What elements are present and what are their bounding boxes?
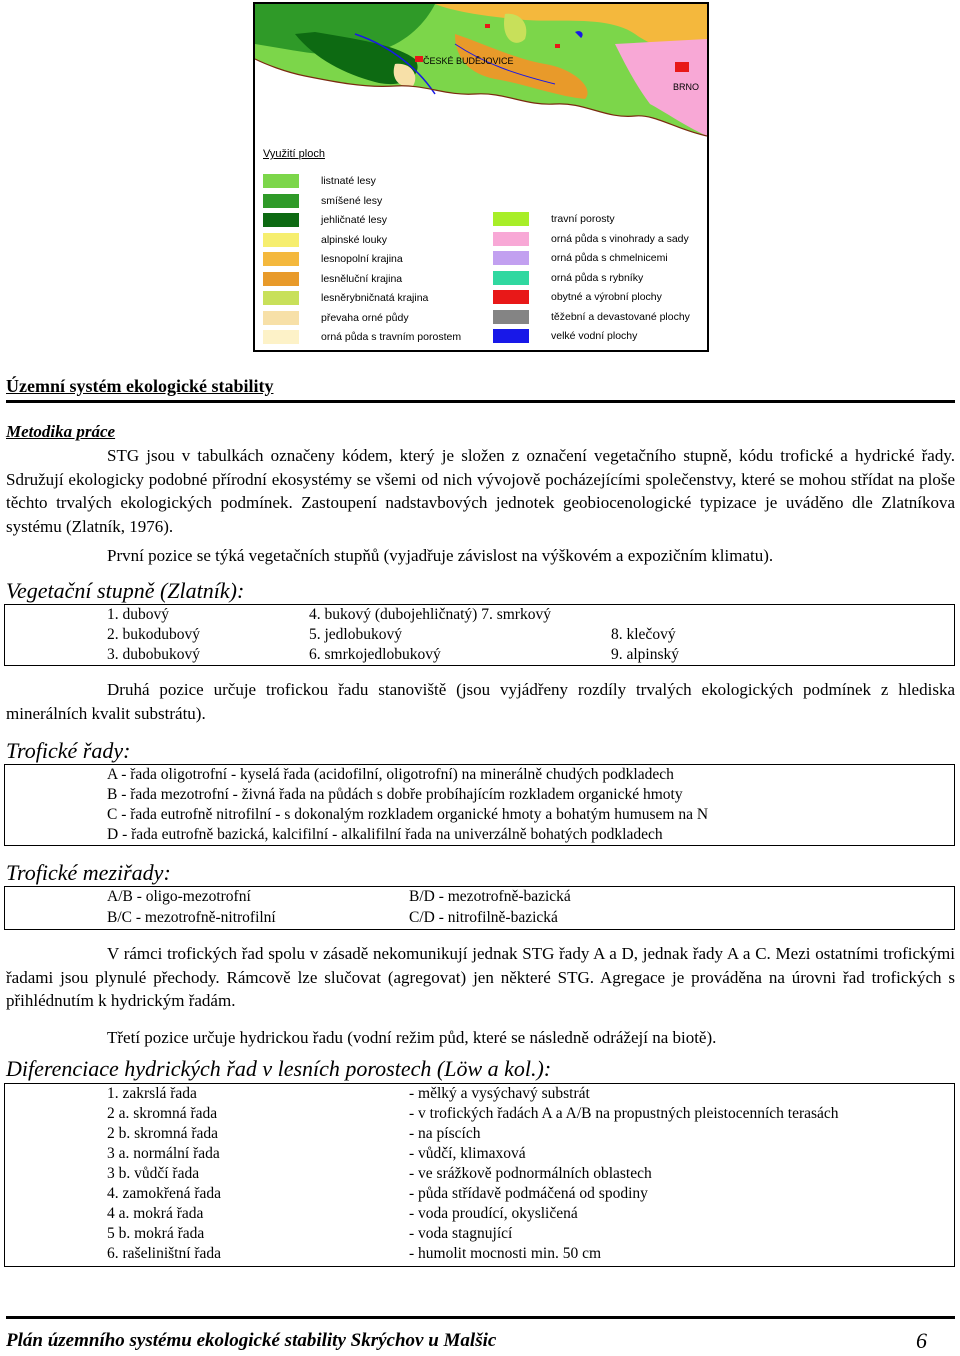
hyd-series-name: 6. rašeliništní řada xyxy=(107,1245,222,1262)
veg-cell: 5. jedlobukový xyxy=(309,626,402,643)
hyd-series-name: 5 b. mokrá řada xyxy=(107,1225,205,1242)
legend-label: orná půda s vinohrady a sady xyxy=(551,232,689,245)
hyd-series-description: - mělký a vysýchavý substrát xyxy=(409,1085,590,1102)
legend-swatch xyxy=(263,233,299,247)
hyd-heading: Diferenciace hydrických řad v lesních porostech (Löw a kol.): xyxy=(6,1056,552,1081)
paragraph-first-position: První pozice se týká vegetačních stupňů (vyjadřuje závislost na výškovém a expozičním klimatu). xyxy=(107,546,774,565)
trof-row: D - řada eutrofně bazická, kalcifilní - alkalifilní řada na univerzálně bohatých podkladech xyxy=(107,826,663,843)
legend-swatch xyxy=(263,252,299,266)
legend-label: lesněluční krajina xyxy=(321,272,403,285)
hyd-series-description: - v trofických řadách A a A/B na propustných pleistocenních terasách xyxy=(409,1105,839,1122)
legend-swatch xyxy=(263,174,299,188)
legend-label: těžební a devastované plochy xyxy=(551,310,690,323)
legend-label: jehličnaté lesy xyxy=(321,214,387,226)
footer-title: Plán územního systému ekologické stability Skrýchov u Malšic xyxy=(6,1330,497,1351)
legend-swatch xyxy=(493,310,529,324)
page-title: Územní systém ekologické stability xyxy=(6,376,274,396)
legend-label: orná půda s travním porostem xyxy=(321,331,462,343)
hyd-series-description: - voda proudící, okysličená xyxy=(409,1205,578,1222)
veg-cell: 2. bukodubový xyxy=(107,626,200,643)
mezi-cell: C/D - nitrofilně-bazická xyxy=(409,909,558,926)
legend-label: lesněrybničnatá krajina xyxy=(321,292,429,304)
legend-label: lesnopolní krajina xyxy=(321,253,403,265)
legend-swatch xyxy=(263,311,299,325)
legend-label: listnaté lesy xyxy=(321,175,376,187)
legend-label: smíšené lesy xyxy=(321,194,383,207)
veg-cell: 4. bukový (dubojehličnatý) 7. smrkový xyxy=(309,606,551,623)
hyd-series-name: 2 b. skromná řada xyxy=(107,1125,219,1142)
hyd-series-description: - na píscích xyxy=(409,1125,481,1142)
legend-swatch xyxy=(263,272,299,286)
city-label-ceske-budejovice: ČESKÉ BUDĚJOVICE xyxy=(423,56,514,66)
hyd-series-name: 3 a. normální řada xyxy=(107,1145,220,1162)
land-use-map xyxy=(255,4,707,144)
mezi-cell: A/B - oligo-mezotrofní xyxy=(107,888,251,905)
legend-swatch xyxy=(493,212,529,226)
hyd-series-description: - půda střídavě podmáčená od spodiny xyxy=(409,1185,648,1202)
legend-label: obytné a výrobní plochy xyxy=(551,291,662,303)
mezi-heading: Trofické meziřady: xyxy=(6,860,171,885)
city-label-brno: BRNO xyxy=(673,82,700,92)
paragraph-second-position: Druhá pozice určuje trofickou řadu stanoviště (jsou vyjádřeny rozdíly trvalých ekologických podmínek z hlediska minerálních kvalit substrátu). xyxy=(6,680,955,723)
legend-swatch xyxy=(263,213,299,227)
veg-cell: 3. dubobukový xyxy=(107,646,200,663)
legend-swatch xyxy=(263,291,299,305)
legend-swatch xyxy=(493,251,529,265)
method-heading: Metodika práce xyxy=(6,422,116,441)
paragraph-stg: STG jsou v tabulkách označeny kódem, který je složen z označení vegetačního stupně, kódu trofické a hydrické řady. Sdružují ekologicky podobné přírodní ekosystémy se všemi od nich vývojově pocházejícími společenstvy, které se mohou střídat na ploše těchto trvalých ekologických podmínek. Zastoupení nadstavbových jednotek geobiocenologické typizace je uváděno dle Zlatníkova systému (Zlatník, 1976). xyxy=(6,446,955,536)
veg-cell: 8. klečový xyxy=(611,626,676,643)
veg-heading: Vegetační stupně (Zlatník): xyxy=(6,578,245,603)
legend-label: alpinské louky xyxy=(321,233,387,246)
legend-swatch xyxy=(263,194,299,208)
hyd-series-name: 1. zakrslá řada xyxy=(107,1085,197,1102)
legend-swatch xyxy=(493,329,529,343)
hyd-series-name: 4. zamokřená řada xyxy=(107,1185,222,1202)
legend-label: velké vodní plochy xyxy=(551,330,638,342)
page-number: 6 xyxy=(916,1328,927,1353)
hyd-series-description: - humolit mocnosti min. 50 cm xyxy=(409,1245,602,1262)
mezi-cell: B/C - mezotrofně-nitrofilní xyxy=(107,909,276,926)
map-figure xyxy=(253,2,709,352)
legend-label: orná půda s rybníky xyxy=(551,271,644,284)
legend-label: orná půda s chmelnicemi xyxy=(551,252,668,264)
paragraph-aggregation: V rámci trofických řad spolu v zásadě nekomunikují jednak STG řady A a D, jednak řady A a C. Mezi ostatními trofickými řadami jsou plynulé přechody. Rámcově lze slučovat (agregovat) jen některé STG. Agregace je prováděna na úrovni řad trofických s přihlédnutím k hydrickým řadám. xyxy=(6,944,955,1010)
legend-swatch xyxy=(493,290,529,304)
legend-swatch xyxy=(493,232,529,246)
legend-swatch xyxy=(493,271,529,285)
hyd-series-name: 4 a. mokrá řada xyxy=(107,1205,204,1222)
title-rule xyxy=(6,400,955,403)
hyd-series-description: - voda stagnující xyxy=(409,1225,513,1242)
legend-label: převaha orné půdy xyxy=(321,311,409,324)
hyd-series-description: - vůdčí, klimaxová xyxy=(409,1145,526,1162)
footer-rule xyxy=(6,1316,955,1319)
trof-row: B - řada mezotrofní - živná řada na půdách s dobře probíhajícím rozkladem organické hmoty xyxy=(107,786,683,803)
hyd-series-description: - ve srážkově podnormálních oblastech xyxy=(409,1165,652,1182)
legend-title: Využití ploch xyxy=(263,148,325,160)
paragraph-third-position: Třetí pozice určuje hydrickou řadu (vodní režim půd, které se následně odrážejí na biotě). xyxy=(107,1028,717,1047)
hyd-series-name: 3 b. vůdčí řada xyxy=(107,1165,200,1182)
veg-cell: 1. dubový xyxy=(107,606,169,623)
hyd-series-name: 2 a. skromná řada xyxy=(107,1105,218,1122)
trof-heading: Trofické řady: xyxy=(6,738,131,763)
trof-row: A - řada oligotrofní - kyselá řada (acidofilní, oligotrofní) na minerálně chudých podkladech xyxy=(107,766,674,783)
veg-cell: 9. alpinský xyxy=(611,646,680,663)
legend-swatch xyxy=(263,330,299,344)
veg-cell: 6. smrkojedlobukový xyxy=(309,646,441,663)
trof-row: C - řada eutrofně nitrofilní - s dokonalým rozkladem organické hmoty a bohatým humusem na N xyxy=(107,806,709,823)
legend-label: travní porosty xyxy=(551,213,615,225)
mezi-cell: B/D - mezotrofně-bazická xyxy=(409,888,571,905)
